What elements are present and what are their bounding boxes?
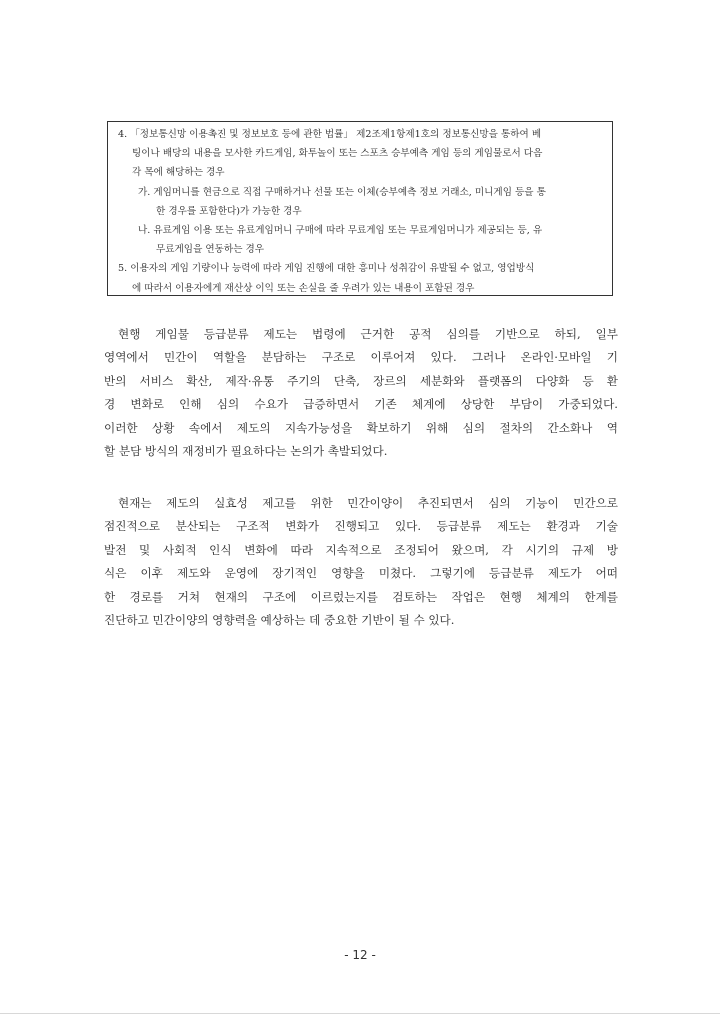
- law-subitem-ga-line-2: 한 경우를 포함한다)가 가능한 경우: [156, 205, 302, 217]
- law-item-4-line-2: 팅이나 배당의 내용을 모사한 카드게임, 화투놀이 또는 스포츠 승부예측 게임 등의 게임물로서 다음: [132, 148, 543, 160]
- law-excerpt-box: [107, 121, 613, 296]
- paragraph-line: 현행 게임물 등급분류 제도는 법령에 근거한 공적 심의를 기반으로 하되, 일부: [118, 327, 618, 341]
- law-item-4-line-3: 각 목에 해당하는 경우: [132, 167, 225, 179]
- paragraph-line: 경 변화로 인해 심의 수요가 급증하면서 기존 체계에 상당한 부담이 가중되었다.: [104, 397, 618, 412]
- paragraph-line: 진단하고 민간이양의 영향력을 예상하는 데 중요한 기반이 될 수 있다.: [104, 613, 455, 628]
- page-bottom-divider: [0, 1013, 720, 1014]
- law-item-5-line-1: 5. 이용자의 게임 기량이나 능력에 따라 게임 진행에 대한 흥미나 성취감이 유발될 수 없고, 영업방식: [118, 263, 535, 275]
- paragraph-line: 반의 서비스 확산, 제작·유통 주기의 단축, 장르의 세분화와 플랫폼의 다양화 등 환: [104, 373, 618, 388]
- body-paragraph-1: [104, 323, 618, 463]
- paragraph-line: 한 경로를 거쳐 현재의 구조에 이르렀는지를 검토하는 작업은 현행 체계의 한계를: [104, 589, 618, 604]
- paragraph-line: 이러한 상황 속에서 제도의 지속가능성을 확보하기 위해 심의 절차의 간소화나 역: [104, 420, 618, 435]
- paragraph-line: 식은 이후 제도와 운영에 장기적인 영향을 미쳤다. 그렇기에 등급분류 제도가 어떠: [104, 566, 618, 581]
- page-number: - 12 -: [344, 948, 376, 962]
- paragraph-line: 현재는 제도의 실효성 제고를 위한 민간이양이 추진되면서 심의 기능이 민간으로: [118, 496, 618, 510]
- law-item-4-line-1: 4. 「정보통신망 이용촉진 및 정보보호 등에 관한 법률」 제2조제1항제1호의 정보통신망을 통하여 베: [118, 129, 542, 140]
- law-subitem-na-line-1: 나. 유료게임 이용 또는 유료게임머니 구매에 따라 무료게임 또는 무료게임머니가 제공되는 등, 유: [138, 225, 543, 237]
- law-subitem-ga-line-1: 가. 게임머니를 현금으로 직접 구매하거나 선물 또는 이체(승부예측 정보 거래소, 미니게임 등을 통: [138, 186, 546, 198]
- paragraph-line: 할 분담 방식의 재정비가 필요하다는 논의가 촉발되었다.: [104, 444, 388, 459]
- paragraph-line: 점진적으로 분산되는 구조적 변화가 진행되고 있다. 등급분류 제도는 환경과 기술: [104, 519, 618, 534]
- body-paragraph-2: [104, 492, 618, 632]
- paragraph-line: 영역에서 민간이 역할을 분담하는 구조로 이루어져 있다. 그러나 온라인·모바일 기: [104, 350, 618, 365]
- law-item-5-line-2: 에 따라서 이용자에게 재산상 이익 또는 손실을 줄 우려가 있는 내용이 포함된 경우: [132, 282, 475, 294]
- law-subitem-na-line-2: 무료게임을 연동하는 경우: [156, 244, 265, 256]
- paragraph-line: 발전 및 사회적 인식 변화에 따라 지속적으로 조정되어 왔으며, 각 시기의 규제 방: [104, 542, 618, 557]
